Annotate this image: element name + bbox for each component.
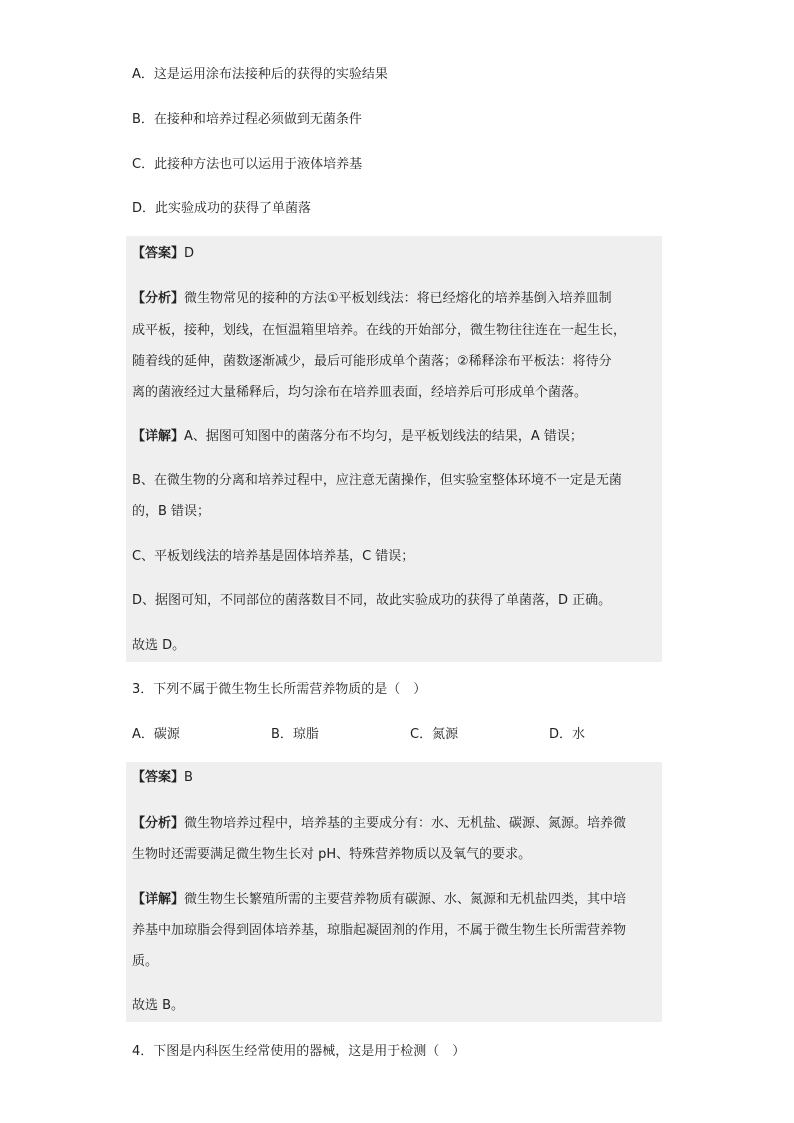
detail-line-3: 质。: [132, 954, 159, 969]
detail-text: A、据图可知图中的菌落分布不均匀，是平板划线法的结果，A 错误；: [184, 429, 583, 444]
option-d: D．此实验成功的获得了单菌落: [132, 201, 312, 216]
option-a: A．这是运用涂布法接种后的获得的实验结果: [132, 67, 388, 82]
q3-option-a: A．碳源: [132, 727, 180, 742]
solution-block-q3: [126, 762, 662, 1022]
q3-option-c: C．氮源: [410, 727, 459, 742]
detail-text: 微生物生长繁殖所需的主要营养物质有碳源、水、氮源和无机盐四类，其中培: [184, 892, 627, 907]
option-b: B．在接种和培养过程必须做到无菌条件: [132, 112, 362, 127]
conclusion-line: 故选 D。: [132, 638, 186, 653]
analysis-line-3: 随着线的延伸，菌数逐渐减少，最后可能形成单个菌落；②稀释涂布平板法：将待分: [132, 354, 612, 369]
answer-line: [132, 244, 194, 264]
q3-option-b: B．琼脂: [271, 727, 319, 742]
detail-tag: 【详解】: [132, 429, 185, 444]
analysis-text: 微生物常见的接种的方法①平板划线法：将已经熔化的培养基倒入培养皿制: [184, 291, 612, 306]
answer-value: D: [184, 246, 195, 261]
answer-tag: 【答案】: [132, 770, 185, 785]
answer-value: B: [184, 770, 193, 785]
detail-line-1: [132, 427, 583, 447]
detail-line-2: B、在微生物的分离和培养过程中，应注意无菌操作，但实验室整体环境不一定是无菌: [132, 473, 622, 488]
answer-tag: 【答案】: [132, 246, 185, 261]
detail-line-3: 的，B 错误；: [132, 504, 211, 519]
conclusion-line: 故选 B。: [132, 998, 185, 1013]
analysis-line-1: [132, 814, 626, 834]
answer-line: [132, 768, 193, 788]
solution-block-q2: [126, 236, 662, 662]
analysis-line-1: [132, 289, 612, 309]
detail-tag: 【详解】: [132, 892, 185, 907]
question-3-stem: 3．下列不属于微生物生长所需营养物质的是（ ）: [132, 682, 427, 697]
analysis-text: 微生物培养过程中，培养基的主要成分有：水、无机盐、碳源、氮源。培养微: [184, 816, 627, 831]
detail-line-2: 养基中加琼脂会得到固体培养基，琼脂起凝固剂的作用，不属于微生物生长所需营养物: [132, 923, 627, 938]
question-4-stem: 4．下图是内科医生经常使用的器械，这是用于检测（ ）: [132, 1044, 466, 1059]
detail-line-4: C、平板划线法的培养基是固体培养基，C 错误；: [132, 549, 415, 564]
q3-option-d: D．水: [549, 727, 586, 742]
option-c: C．此接种方法也可以运用于液体培养基: [132, 157, 363, 172]
analysis-line-2: 生物时还需要满足微生物生长对 pH、特殊营养物质以及氧气的要求。: [132, 847, 532, 862]
analysis-line-2: 成平板，接种，划线，在恒温箱里培养。在线的开始部分，微生物往往连在一起生长，: [132, 323, 627, 338]
analysis-tag: 【分析】: [132, 291, 185, 306]
detail-line-1: [132, 890, 626, 910]
analysis-line-4: 离的菌液经过大量稀释后，均匀涂布在培养皿表面，经培养后可形成单个菌落。: [132, 385, 588, 400]
analysis-tag: 【分析】: [132, 816, 185, 831]
detail-line-5: D、据图可知，不同部位的菌落数目不同，故此实验成功的获得了单菌落，D 正确。: [132, 593, 612, 608]
